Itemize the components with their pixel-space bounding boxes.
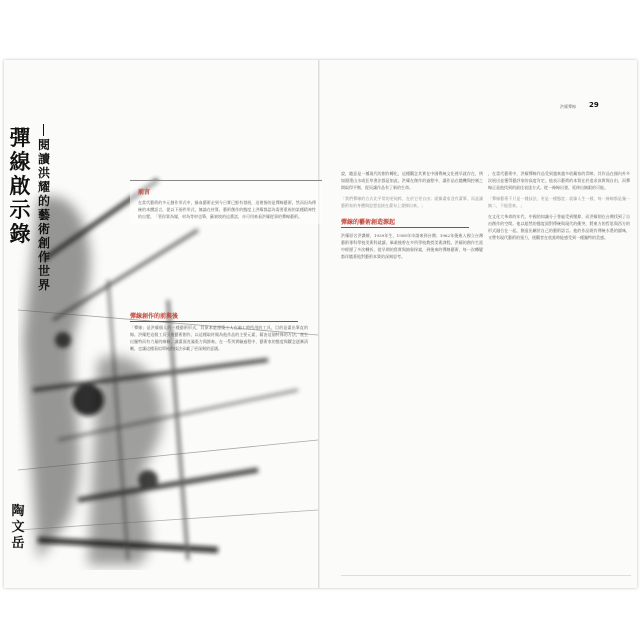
right-column-2: [488, 170, 630, 241]
body-paragraph: 說，隨意是一種現代的創作轉化，這種觀念其實在中國傳統文化裡早就存在，例如潑墨山水或狂草書法都是如此。洪耀在創作的過程中，讓作品在隨機與控制之間取得平衡，從而讓作品有了新的生命。: [341, 171, 483, 190]
pull-quote: 「我們彈線的方式比平常的更純粹，在於它更自由；就像畫家沒有畫筆，而是讓藝術家的身體與思想直接在畫布上發揮出來。」: [341, 196, 483, 208]
body-paragraph: ，在當代藝術中，洪耀彈線作品受到越來越多收藏家的青睞，其作品在國內外多次展出並獲得藝評家的高度肯定。他表示藝術的本質在於追求真實與自由，而彈線正是他找到的最佳表達方式。從一條線出發，延伸出無限的可能。: [488, 171, 630, 190]
running-head: 洪耀彈線: [560, 104, 576, 109]
author-name: 陶文岳: [11, 504, 25, 551]
intro-paragraph: 在當代藝術的多元創作形式中，綠血藝術走到今日實已鮮有發展，這裡指的是彈線藝術。然而因為傳統的本體語言，從以下兩件形式，無論在材質、藝術創作的態度上洪耀都認為需要重視的某種精神性的自覺。「管你質為媒，材為等材也筆，蘇東坡的這番話，亦可用來看洪耀從事的彈線藝術。: [138, 200, 316, 219]
vertical-title: 彈線啟示錄: [9, 125, 31, 246]
page-footer-rule: [341, 575, 631, 576]
body-paragraph: 洪耀原名洪讚勝，1939年生，1958年申請來到台灣；1962年後進入國立台灣藝術專科學校美術科就讀，畢業後曾在多所學校教授美術課程。洪耀的創作生涯中經歷了多次轉折，從早期的寫實與抽象探索，到後來的彈線藝術，每一次轉變都伴隨著他對藝術本質的深刻思考。: [341, 233, 483, 259]
right-column-1: [341, 170, 483, 260]
body-paragraph: 在文化大革命的年代，中國的知識分子普遍受到壓抑，而洪耀則在台灣找到了自由創作的空間。他以超然的態度面對傳統與現代的衝突，將東方的哲思與西方的形式融合在一起，創造出屬於自己的藝術語言。他的作品既有傳統水墨的韻味，又帶有現代藝術的張力，使觀者在欣賞時能感受到一種獨特的美感。: [488, 214, 630, 240]
book-gutter: [318, 60, 320, 588]
section-heading-intro: 前言: [138, 189, 151, 196]
process-text-block: [130, 324, 308, 352]
process-paragraph: 「彈線」是洪耀個人的一種藝術形式，其原本是建築工人在施工時所用的工具，目的是畫出筆直的線。洪耀把這個工具引進藝術創作，以這種取材做為他作品的主要元素，藉由這個特殊的方法，產生出獨特而有力量的線條，讓畫面充滿張力與節奏。在一系列實驗過程中，藝術家的態度與觀念逐漸清晰，也讓這種看似單純的技法承載了更深刻的意涵。: [130, 325, 308, 351]
pull-quote: 「彈線藝術不只是一種技法，更是一種態度；就像人生一樣，每一條線都是獨一無二，不能重來。」: [488, 196, 630, 208]
intro-box: [130, 180, 322, 224]
page-number: 29: [589, 101, 599, 109]
section-heading-process: 彈線創作的前與後: [130, 311, 298, 322]
section-heading-artist: 彈線的藝術創造源起: [341, 217, 469, 228]
subtitle-rule: [43, 124, 44, 136]
vertical-subtitle: 閱讀洪耀的藝術創作世界: [37, 138, 50, 292]
